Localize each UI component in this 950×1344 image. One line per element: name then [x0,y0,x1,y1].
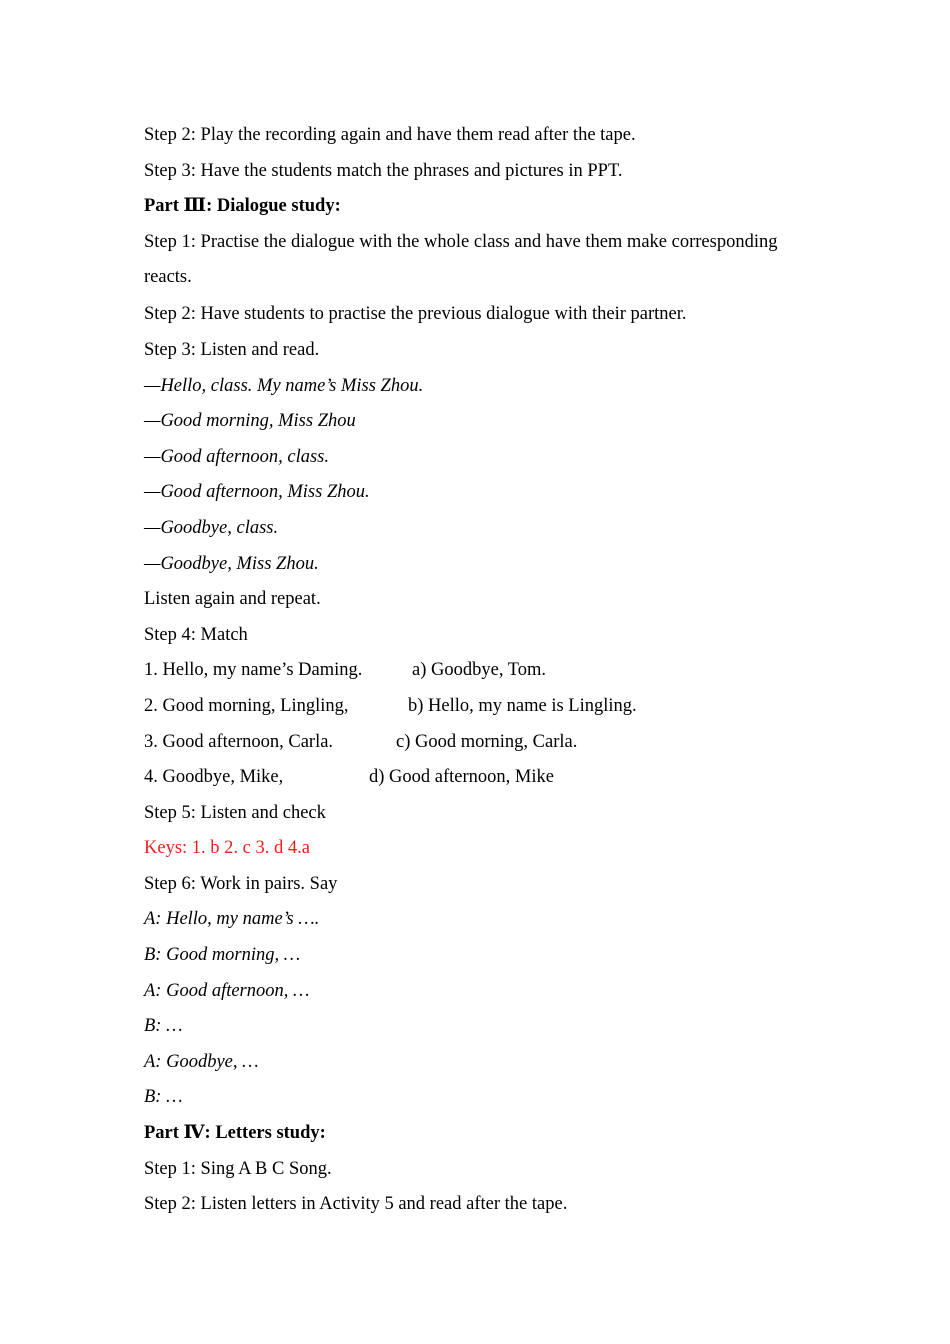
dialogue-line: —Goodbye, class. [144,517,279,538]
dialogue-line: —Good afternoon, class. [144,446,329,467]
match-row [144,725,824,761]
pair-dialogue-line: B: Good morning, … [144,945,301,966]
dialogue-line: —Good morning, Miss Zhou [144,411,356,432]
step-line: Step 2: Have students to practise the previous dialogue with their partner. [144,304,687,325]
match-left: 1. Hello, my name’s Daming. [144,660,363,681]
step-line: Step 1: Practise the dialogue with the whole class and have them make corresponding [144,231,778,252]
match-row [144,689,824,725]
match-right: a) Goodbye, Tom. [412,660,547,681]
part-4-heading: Part Ⅳ: Letters study: [144,1123,326,1144]
part-3-heading: Part Ⅲ: Dialogue study: [144,196,341,217]
step-line: Step 6: Work in pairs. Say [144,873,338,894]
dialogue-line: —Good afternoon, Miss Zhou. [144,482,370,503]
match-left: 2. Good morning, Lingling, [144,695,349,716]
pair-dialogue-line: B: … [144,1016,183,1037]
match-left: 4. Goodbye, Mike, [144,767,284,788]
match-right: d) Good afternoon, Mike [369,767,554,788]
match-row [144,653,824,689]
document-page [144,118,824,1223]
instruction-line: Listen again and repeat. [144,589,321,610]
step-line: Step 3: Have the students match the phrases and pictures in PPT. [144,160,623,181]
step-line: Step 4: Match [144,624,248,645]
pair-dialogue-line: A: Goodbye, … [144,1051,259,1072]
pair-dialogue-line: A: Hello, my name’s …. [144,909,320,930]
match-row [144,760,824,796]
step-line-continuation: reacts. [144,267,192,288]
step-line: Step 5: Listen and check [144,802,326,823]
match-left: 3. Good afternoon, Carla. [144,731,334,752]
dialogue-line: —Goodbye, Miss Zhou. [144,553,319,574]
step-line: Step 2: Play the recording again and have them read after the tape. [144,125,636,145]
pair-dialogue-line: B: … [144,1087,183,1108]
match-right: b) Hello, my name is Lingling. [408,695,637,716]
answer-keys: Keys: 1. b 2. c 3. d 4.a [144,838,310,859]
step-line: Step 3: Listen and read. [144,339,320,360]
step-line: Step 2: Listen letters in Activity 5 and read after the tape. [144,1194,568,1215]
match-right: c) Good morning, Carla. [396,731,578,752]
step-line: Step 1: Sing A B C Song. [144,1158,332,1179]
pair-dialogue-line: A: Good afternoon, … [144,980,310,1001]
dialogue-line: —Hello, class. My name’s Miss Zhou. [144,375,424,396]
